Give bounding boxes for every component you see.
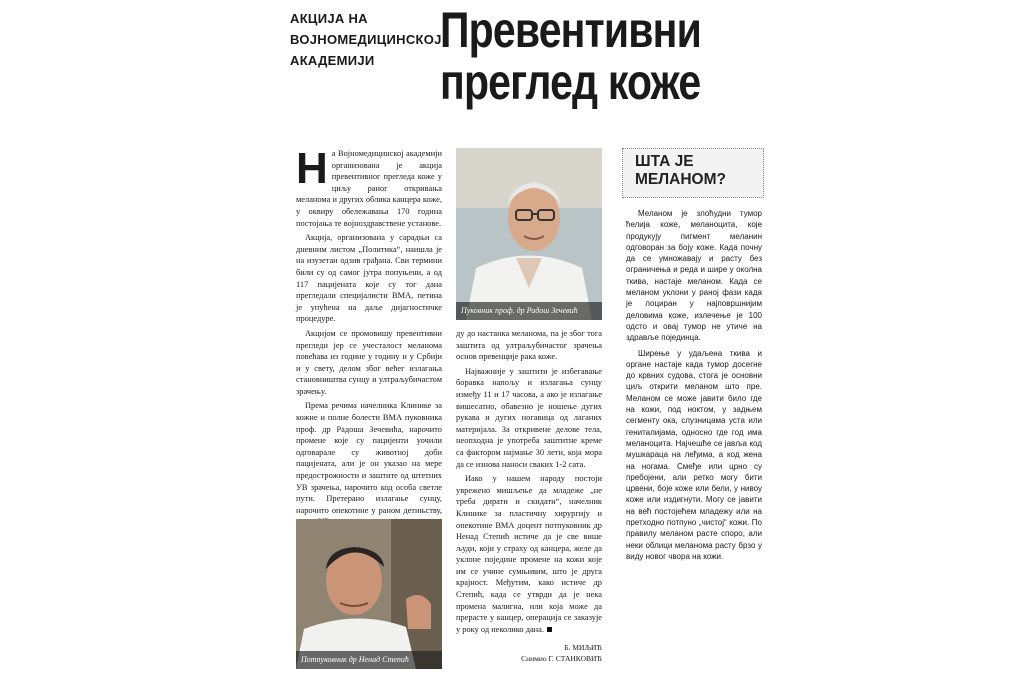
sidebar-title-line: МЕЛАНОМ? bbox=[635, 171, 726, 188]
photo-caption: Потпуковник др Ненад Степић bbox=[296, 651, 442, 669]
sidebar-text bbox=[626, 208, 762, 566]
portrait-illustration bbox=[296, 519, 442, 669]
article-paragraph bbox=[296, 144, 442, 229]
kicker-line: АКАДЕМИЈИ bbox=[290, 53, 375, 68]
photo-caption: Пуковник проф. др Радош Зечевић bbox=[456, 302, 602, 320]
sidebar-title-line: ШТА ЈЕ bbox=[635, 153, 694, 170]
byline-photographer: Снимио Г. СТАНКОВИЋ bbox=[521, 654, 602, 663]
article-paragraph: Према речима начелника Клинике за кожне и полне болести ВМА пуковника проф. др Радоша Зечевића, нарочито промене које су пацијенти уочили одговарале су животној доби пацијената, али је он указао на мере предострожности и заштите од штетних УВ зрачења, нарочито код особа светле пути. Претерано излагање сунцу, нарочито опекотине у раном детињству, bbox=[296, 401, 442, 515]
article-title bbox=[440, 4, 719, 108]
title-line: Превентивни bbox=[440, 2, 701, 58]
article-paragraph: Акцијом се промовишу превентивни прегледи јер се учесталост меланома повећава из године у годину и у Србији и у свету, делом због већег излагања становништва сунцу и ултраљубичастом зрачењу. bbox=[296, 328, 442, 396]
article-paragraph: ду до настанка меланома, па је због тога заштита од ултраљубичастог зрачења основ превенције рака коже. bbox=[456, 329, 602, 362]
photo-zecevic bbox=[456, 148, 602, 320]
drop-cap: Н bbox=[296, 144, 328, 193]
kicker-line: АКЦИЈА НА bbox=[290, 11, 368, 26]
article-paragraph: Најважније у заштити је избегавање боравка напољу и излагања сунцу између 11 и 17 часова, а ако је излагање вишесатно, обавезно је ношење дугих рукава и дугих ногавица од лаганих материјала. За откривене делове тела, неопходна је употреба заштитне креме са фактором најмање 30 лети, која мора да се изнова наноси сваких 1-2 сата. bbox=[456, 366, 602, 469]
paragraph-text: а Војномедицинској академији организована је акција превентивног прегледа коже у циљу раног откривања меланома и других облика канцера коже, у оквиру обележавања 170 година постојања те војноздравствене установе. bbox=[296, 149, 442, 228]
article-kicker bbox=[290, 8, 442, 71]
article-paragraph: Акција, организована у сарадњи са дневним листом „Политика“, наишла је на изузетан одзив грађана. Сви термини били су од самог јутра попуњени, а од 117 пацијената које су тог дана прегледали специјалисти ВМА, петина је упућена на даље дијагностичке процедуре. bbox=[296, 233, 442, 324]
title-line: преглед коже bbox=[440, 54, 701, 110]
sidebar-paragraph: Меланом је злоћудни тумор ћелија коже, меланоцита, које продукују пигмент меланин одговоран за боју коже. Када почну да се умножавају и расту без ограничења и реда и шире у околна ткива, настаје меланом. Када се меланом уклони у раној фази када је лоциран у најповршнијим деловима коже, излечење је 100 одсто и овај тумор не утиче на здравље појединца. bbox=[626, 209, 762, 343]
paragraph-text: Иако у нашем народу постоји уврежено мишљење да младеже „не треба дирати и скидати“, начелник Клинике за пластичну хирургију и опекотине ВМА доцент потпуковник др Ненад Степић истиче да је све више људи, који у страху од канцера, желе да уклоне поједине промене на кожи које им се учине сумњивим, што је друга крајност. Међутим, како истиче др Степић, када се утврди да је нека промена малигна, или која може да прерасте у канцер, операција се заказује у року од неколико дана. bbox=[456, 474, 602, 634]
kicker-line: ВОЈНОМЕДИЦИНСКОЈ bbox=[290, 32, 442, 47]
sidebar-paragraph: Ширење у удаљена ткива и органе настаје када тумор досегне до крвних судова, стога је основни циљ открити меланом што пре. Меланом се може јавити било где на кожи, под ноктом, у задњем сегменту ока, слузницама уста или гениталијама, односно где год има меланоцита. Најчешће се јавља код мушкараца на леђима, а код жена на ногама. Смеђе или црно су пребојени, али ретко могу бити црвени, боје коже или бели, у нивоу коже или издигнути. Могу се јавити на већ постојећем младежу или на претходно потпуно „чистој“ кожи. По правилу меланом расте споро, али неки облици меланома расту брзо у виду новог чвора на кожи. bbox=[626, 348, 762, 561]
portrait-illustration bbox=[456, 148, 602, 320]
article-column-2 bbox=[456, 328, 602, 638]
end-mark-icon bbox=[547, 627, 552, 632]
article-column-1 bbox=[296, 144, 442, 543]
sidebar-title bbox=[635, 153, 726, 189]
byline bbox=[456, 642, 602, 664]
photo-stepic bbox=[296, 519, 442, 669]
byline-author: Б. МИЉИЋ bbox=[564, 643, 602, 652]
article-paragraph bbox=[456, 473, 602, 635]
sidebar-header-box bbox=[622, 148, 764, 198]
